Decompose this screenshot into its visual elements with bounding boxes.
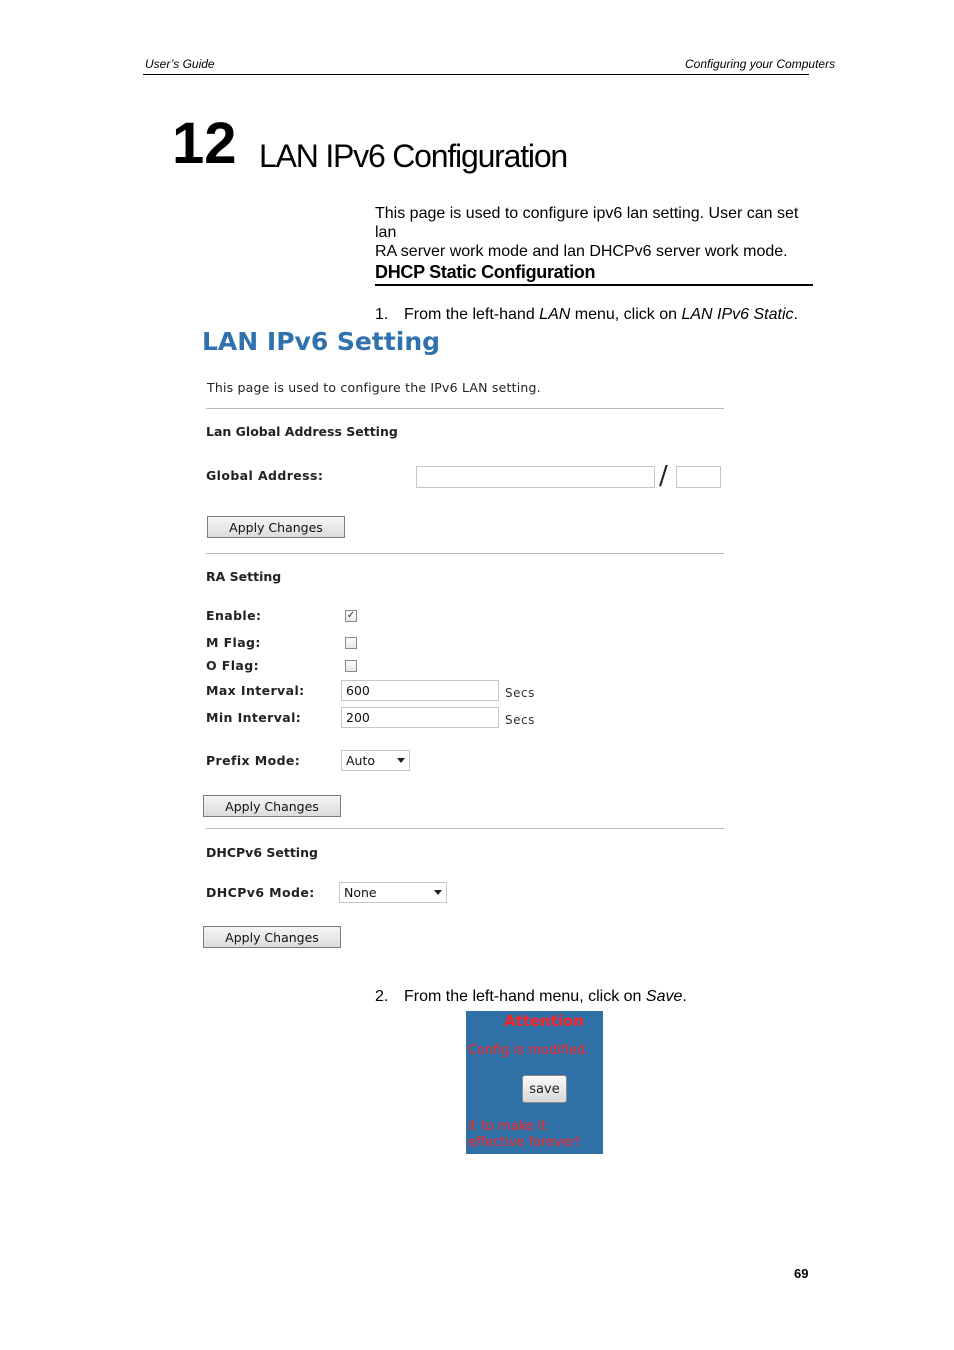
dhcpv6-mode-value: None xyxy=(344,885,377,900)
step-1-text-a: From the left-hand xyxy=(404,306,540,323)
chapter-number: 12 xyxy=(172,111,237,176)
ra-setting-heading: RA Setting xyxy=(206,569,282,584)
enable-checkbox[interactable] xyxy=(345,610,357,622)
header-right: Configuring your Computers xyxy=(685,57,836,71)
ui-divider-1 xyxy=(206,408,724,409)
step-1-number: 1. xyxy=(375,306,389,323)
global-address-input[interactable] xyxy=(416,466,655,488)
attention-title: Attention xyxy=(503,1012,585,1030)
global-address-heading: Lan Global Address Setting xyxy=(206,424,398,439)
attention-panel xyxy=(466,1011,603,1154)
intro-line-1: This page is used to configure ipv6 lan setting. User can set lan xyxy=(375,205,799,241)
intro-paragraph xyxy=(375,204,815,261)
config-modified-text: Config is modified. xyxy=(468,1043,590,1058)
ui-divider-2 xyxy=(206,553,724,554)
m-flag-label: M Flag: xyxy=(206,635,261,650)
header-left: User’s Guide xyxy=(145,57,215,71)
prefix-mode-value: Auto xyxy=(346,753,376,768)
m-flag-checkbox[interactable] xyxy=(345,637,357,649)
ui-divider-3 xyxy=(206,828,724,829)
o-flag-label: O Flag: xyxy=(206,658,259,673)
max-interval-input[interactable] xyxy=(341,680,499,701)
header-rule xyxy=(143,74,809,75)
step-2-text-a: From the left-hand menu, click on xyxy=(404,988,646,1005)
global-prefix-input[interactable] xyxy=(676,466,721,488)
step-1-text xyxy=(404,306,798,324)
step-2-number: 2. xyxy=(375,988,389,1005)
step-1-text-c: . xyxy=(793,306,798,323)
dhcpv6-heading: DHCPv6 Setting xyxy=(206,845,318,860)
max-interval-unit: Secs xyxy=(505,686,535,700)
step-1-italic-static: LAN IPv6 Static xyxy=(681,306,794,323)
prefix-slash: / xyxy=(659,461,668,491)
max-interval-label: Max Interval: xyxy=(206,683,305,698)
intro-line-2: RA server work mode and lan DHCPv6 server work mode. xyxy=(375,243,788,260)
o-flag-checkbox[interactable] xyxy=(345,660,357,672)
section-heading: DHCP Static Configuration xyxy=(375,262,596,282)
chapter-title: LAN IPv6 Configuration xyxy=(259,138,568,174)
prefix-mode-select[interactable] xyxy=(341,750,410,771)
step-2-text-b: . xyxy=(682,988,687,1005)
chevron-down-icon xyxy=(397,758,405,763)
attention-note-line-1: it to make it xyxy=(468,1119,547,1134)
min-interval-label: Min Interval: xyxy=(206,710,302,725)
ui-page-title: LAN IPv6 Setting xyxy=(202,327,441,356)
min-interval-input[interactable] xyxy=(341,707,499,728)
dhcpv6-apply-button[interactable]: Apply Changes xyxy=(203,926,341,948)
ui-page-description: This page is used to configure the IPv6 LAN setting. xyxy=(207,380,541,395)
dhcpv6-mode-select[interactable] xyxy=(339,882,447,903)
prefix-mode-label: Prefix Mode: xyxy=(206,753,301,768)
save-button[interactable]: save xyxy=(522,1075,567,1103)
global-apply-button[interactable]: Apply Changes xyxy=(207,516,345,538)
page-number: 69 xyxy=(794,1266,809,1281)
step-2-text xyxy=(404,988,687,1006)
step-2-italic-save: Save xyxy=(645,988,683,1005)
step-1-italic-lan: LAN xyxy=(539,306,571,323)
attention-note-line-2: effective forever! xyxy=(468,1135,581,1150)
enable-label: Enable: xyxy=(206,608,262,623)
dhcpv6-mode-label: DHCPv6 Mode: xyxy=(206,885,315,900)
checkmark-icon: ✓ xyxy=(346,610,356,621)
ra-apply-button[interactable]: Apply Changes xyxy=(203,795,341,817)
min-interval-unit: Secs xyxy=(505,713,535,727)
global-address-label: Global Address: xyxy=(206,468,324,483)
section-rule xyxy=(375,284,813,286)
step-1-text-b: menu, click on xyxy=(570,306,682,323)
chevron-down-icon xyxy=(434,890,442,895)
